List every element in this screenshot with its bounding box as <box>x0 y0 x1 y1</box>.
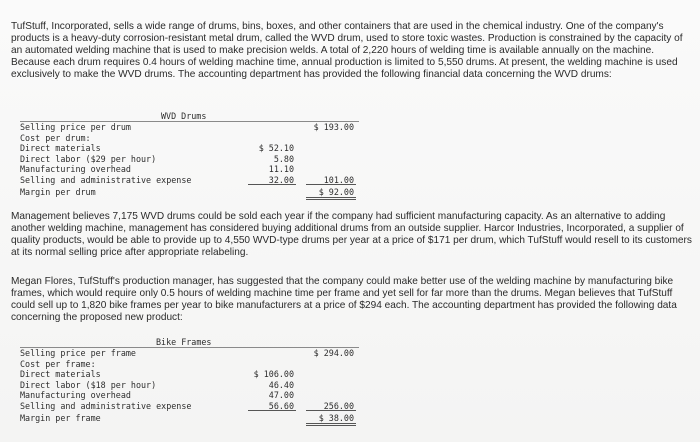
bike-col2-5: 256.00 <box>323 401 354 411</box>
bike-label-0: Selling price per frame <box>20 348 136 358</box>
wvd-col2-5: 101.00 <box>323 175 354 185</box>
bike-col2-underline <box>306 410 356 411</box>
bike-label-2: Direct materials <box>20 369 101 379</box>
bike-table-title: Bike Frames <box>156 337 212 347</box>
wvd-label-0: Selling price per drum <box>20 122 131 132</box>
bike-col1-underline <box>248 410 296 411</box>
bike-label-4: Manufacturing overhead <box>20 390 131 400</box>
wvd-label-6: Margin per drum <box>20 187 96 197</box>
wvd-col1-underline <box>248 184 296 185</box>
bike-label-3: Direct labor ($18 per hour) <box>20 380 157 390</box>
bike-double-underline <box>306 423 356 426</box>
wvd-label-5: Selling and administrative expense <box>20 175 192 185</box>
wvd-col2-6: $ 92.00 <box>318 187 354 197</box>
bike-label-1: Cost per frame: <box>20 359 96 369</box>
intro-paragraph: TufStuff, Incorporated, sells a wide range of drums, bins, boxes, and other containers that are used in the chemical industry. One of the company's products is a heavy-duty corrosion-resistant metal drum, called the WVD drum, used to store toxic wastes. Production is constrained by the capacity of an automated welding machine that is used to make precision welds. A total of 2,220 hours of welding time is available annually on the machine. Because each drum requires 0.4 hours of welding machine time, annual production is limited to 5,550 drums. At present, the welding machine is used exclusively to make the WVD drums. The accounting department has provided the following financial data concerning the WVD drums: <box>11 21 683 81</box>
middle-paragraph: Management believes 7,175 WVD drums could be sold each year if the company had sufficient manufacturing capacity. As an alternative to adding another welding machine, management has considered buying additional drums from an outside supplier. Harcor Industries, Incorporated, a supplier of quality products, would be able to provide up to 4,550 WVD-type drums per year at a price of $171 per drum, which TufStuff would resell to its customers at its normal selling price after appropriate relabeling. <box>11 211 692 259</box>
bike-col2-6: $ 38.00 <box>318 413 354 423</box>
wvd-col2-underline <box>306 184 356 185</box>
bike-col1-5: 56.60 <box>268 401 294 411</box>
bike-label-6: Margin per frame <box>20 413 101 423</box>
third-paragraph: Megan Flores, TufStuff's production manager, has suggested that the company could make better use of the welding machine by manufacturing bike frames, which would require only 0.5 hours of welding machine time per frame and yet sell for far more than the drums. Megan believes that TufStuff could sell up to 1,820 bike frames per year to bike manufacturers at a price of $294 each. The accounting department has provided the following data concerning the proposed new product: <box>11 276 677 324</box>
bike-label-5: Selling and administrative expense <box>20 401 192 411</box>
wvd-table-title: WVD Drums <box>161 111 207 121</box>
wvd-label-4: Manufacturing overhead <box>20 164 131 174</box>
bike-col1-4: 47.00 <box>268 390 294 400</box>
bike-col2-0: $ 294.00 <box>313 348 354 358</box>
bike-col1-2: $ 106.00 <box>253 369 294 379</box>
wvd-label-2: Direct materials <box>20 143 101 153</box>
wvd-col1-4: 11.10 <box>268 164 294 174</box>
wvd-label-3: Direct labor ($29 per hour) <box>20 154 157 164</box>
wvd-col2-0: $ 193.00 <box>313 122 354 132</box>
wvd-col1-3: 5.80 <box>273 154 294 164</box>
bike-col1-3: 46.40 <box>268 380 294 390</box>
wvd-label-1: Cost per drum: <box>20 133 91 143</box>
wvd-double-underline <box>306 197 356 200</box>
wvd-col1-2: $ 52.10 <box>258 143 294 153</box>
wvd-col1-5: 32.00 <box>268 175 294 185</box>
